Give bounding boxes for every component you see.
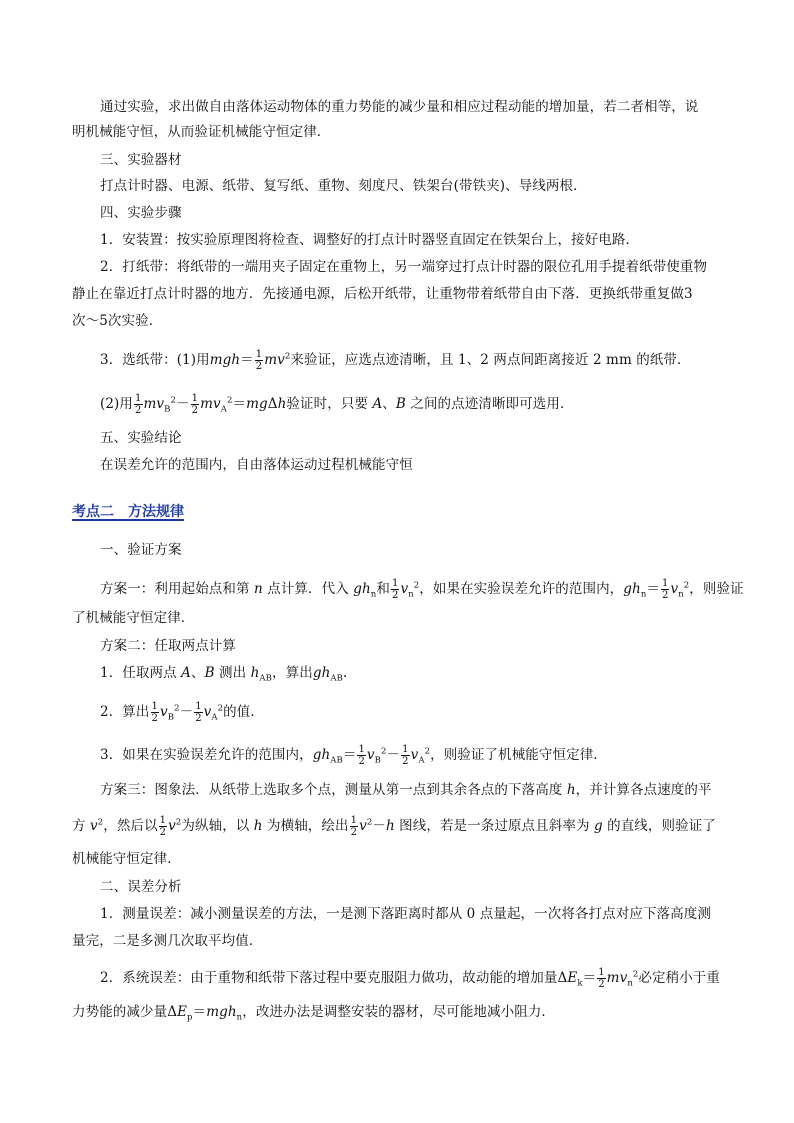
error-2-part-a: 2．系统误差：由于重物和纸带下落过程中要克服阻力做功，故动能的增加量	[100, 970, 558, 986]
plan-3-line-1: 方案三：图象法．从纸带上选取多个点，测量从第一点到其余各点的下落高度 h，并计算各点速度的平	[100, 782, 712, 798]
plan-2-heading: 方案二：任取两点计算	[100, 638, 236, 654]
plan-3-line-2-a: 方	[72, 818, 86, 834]
section-2-title: 考点二 方法规律	[72, 504, 184, 520]
plan-2-step-3: 3．如果在实验误差允许的范围内，$gh_{AB}=$ $\frac{1}{2}$ $v_B^2-$ $\frac{1}{2}$ $v_A^2$，则验证了机械能守恒定律．	[100, 744, 607, 767]
fraction-half: $\frac{1}{2}$	[151, 701, 158, 724]
fraction-half: $\frac{1}{2}$	[402, 744, 409, 767]
step-3b-suffix: 之间的点迹清晰即可选用．	[410, 396, 574, 412]
fraction-half: $\frac{1}{2}$	[598, 967, 605, 990]
step-3-prefix: 3．选纸带：(1)用	[100, 352, 210, 368]
plan-3-line-2-d: 为横轴，绘出	[267, 818, 349, 834]
plans-heading: 一、验证方案	[100, 542, 182, 558]
step-3-suffix: 来验证，应选点迹清晰，且 1、2 两点间距离接近 2 mm 的纸带．	[290, 352, 691, 368]
fraction-half: $\frac{1}{2}$	[391, 578, 399, 601]
fraction-half: $\frac{1}{2}$	[350, 815, 358, 838]
plan-2-step-2-b: 的值．	[223, 704, 264, 720]
plan-2-step-1-b: 测出	[219, 665, 247, 681]
plan-2-step-3-b: ，则验证了机械能守恒定律．	[430, 747, 607, 763]
steps-heading: 四、实验步骤	[100, 205, 182, 221]
plan-3-line-2-f: 的直线，则验证了	[607, 818, 716, 834]
plan-3-line-2-e: 图线，若是一条过原点且斜率为	[399, 818, 590, 834]
plan-2-step-2: 2．算出 $\frac{1}{2}$ $v_B^2-$ $\frac{1}{2}$ $v_A^2$的值．	[100, 701, 264, 724]
plan-1-part-a: 方案一：利用起始点和第	[100, 581, 250, 597]
plan-1-part-e: ，则验证	[689, 581, 744, 597]
step-3b-prefix: (2)用	[100, 396, 134, 412]
plan-3-line-2-b: ，然后以	[103, 818, 158, 834]
materials-text: 打点计时器、电源、纸带、复写纸、重物、刻度尺、铁架台(带铁夹)、导线两根．	[100, 178, 587, 194]
plan-2-step-2-a: 2．算出	[100, 704, 150, 720]
plan-3-line-2: 方 $v^2$，然后以 $\frac{1}{2}$ $v^2$为纵轴，以 h 为横轴，绘出 $\frac{1}{2}$ $v^2-h$ 图线，若是一条过原点且斜率为 g 的直线，则验证了	[72, 815, 716, 838]
error-2-part-b: 必定稍小于重	[638, 970, 721, 986]
error-2-line-2: 力势能的减少量$\Delta E_p=mgh_n$，改进办法是调整安装的器材，尽可能地减小阻力．	[72, 1004, 556, 1023]
fraction-half: $\frac{1}{2}$	[255, 349, 263, 372]
plan-2-step-1: 1．任取两点 A、B 测出 $h_{AB}$，算出$gh_{AB}$.	[100, 665, 348, 684]
plan-1-line-2: 了机械能守恒定律．	[72, 610, 195, 626]
step-3b-mid: 验证时，只要	[286, 396, 369, 412]
error-1-line-1: 1．测量误差：减小测量误差的方法，一是测下落距离时都从 0 点量起，一次将各打点对应下落高度测	[100, 906, 711, 922]
plan-1-part-d: ，如果在实验误差允许的范围内，	[419, 581, 624, 597]
error-1-line-2: 量完，二是多测几次取平均值．	[72, 933, 263, 949]
step-2-line-3: 次～5次实验．	[72, 313, 163, 329]
conclusion-heading: 五、实验结论	[100, 430, 182, 446]
plan-3-line-1-a: 方案三：图象法．从纸带上选取多个点，测量从第一点到其余各点的下落高度	[100, 782, 563, 798]
errors-heading: 二、误差分析	[100, 879, 182, 895]
plan-1-line-1: 方案一：利用起始点和第 n 点计算．代入 $gh_n$和 $\frac{1}{2}$ $v_n^2$，如果在实验误差允许的范围内，$gh_n=$ $\frac{1}{2}$ $v_n^2$，则验证	[100, 578, 744, 601]
fraction-half: $\frac{1}{2}$	[135, 393, 142, 416]
conclusion-text: 在误差允许的范围内，自由落体运动过程机械能守恒	[100, 457, 413, 473]
fraction-half: $\frac{1}{2}$	[191, 393, 199, 416]
plan-2-step-1-a: 1．任取两点	[100, 665, 177, 681]
plan-3-line-3: 机械能守恒定律．	[72, 851, 181, 867]
fraction-half: $\frac{1}{2}$	[195, 701, 202, 724]
step-2-line-2: 静止在靠近打点计时器的地方．先接通电源，后松开纸带，让重物带着纸带自由下落．更换纸带重复做3	[72, 286, 693, 302]
plan-2-step-3-a: 3．如果在实验误差允许的范围内，	[100, 747, 313, 763]
intro-line-1: 通过实验，求出做自由落体运动物体的重力势能的减少量和相应过程动能的增加量，若二者相等，说	[100, 99, 699, 115]
error-2-line-2-b: ，改进办法是调整安装的器材，尽可能地减小阻力．	[242, 1004, 556, 1020]
fraction-half: $\frac{1}{2}$	[159, 815, 167, 838]
plan-1-part-b: 点计算．代入	[267, 581, 349, 597]
intro-line-2: 明机械能守恒，从而验证机械能守恒定律．	[72, 124, 331, 140]
step-1: 1．安装置：按实验原理图将检查、调整好的打点计时器竖直固定在铁架台上，接好电路．	[100, 232, 640, 248]
fraction-half: $\frac{1}{2}$	[358, 744, 365, 767]
plan-3-line-2-c: 为纵轴，以	[181, 818, 250, 834]
fraction-half: $\frac{1}{2}$	[662, 578, 669, 601]
error-2-line-2-a: 力势能的减少量	[72, 1004, 168, 1020]
plan-2-step-1-c: ，算出	[272, 665, 313, 681]
materials-heading: 三、实验器材	[100, 152, 182, 168]
step-3b: (2)用 $\frac{1}{2}$ $mv_B^2-$ $\frac{1}{2}$ $mv_A^2=mg\Delta h$验证时，只要 A、B 之间的点迹清晰即可选用．	[100, 393, 574, 416]
plan-1-part-c: 和	[376, 581, 390, 597]
plan-3-line-1-b: ，并计算各点速度的平	[575, 782, 712, 798]
step-3: 3．选纸带：(1)用mgh＝ $\frac{1}{2}$ $mv^2$来验证，应选点迹清晰，且 1、2 两点间距离接近 2 mm 的纸带．	[100, 349, 691, 372]
step-2-line-1: 2．打纸带：将纸带的一端用夹子固定在重物上，另一端穿过打点计时器的限位孔用手提着纸带使重物	[100, 259, 708, 275]
error-2-line-1: 2．系统误差：由于重物和纸带下落过程中要克服阻力做功，故动能的增加量$\Delta E_k=$ $\frac{1}{2}$ $mv_n^2$必定稍小于重	[100, 967, 721, 990]
